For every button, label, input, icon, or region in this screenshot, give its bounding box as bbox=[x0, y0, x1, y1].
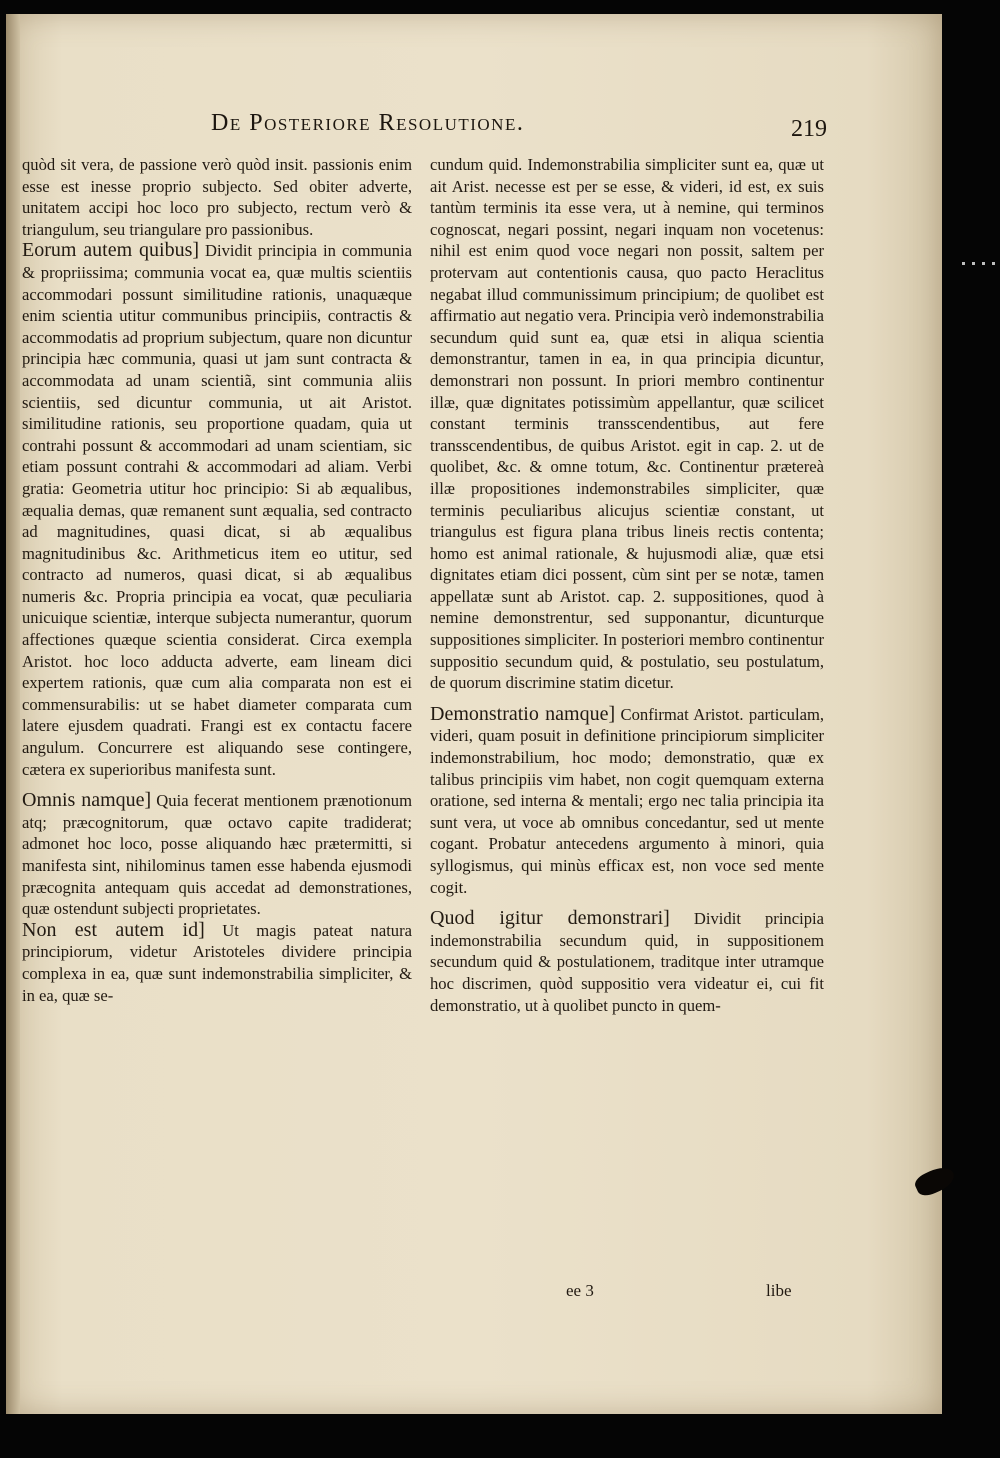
paragraph bbox=[430, 154, 824, 694]
page-number: 219 bbox=[791, 116, 827, 142]
paragraph-text: Dividit principia indemonstrabilia secundum quid, in suppositionem secundum quid & postulationem, traditque inter utramque hoc discrimen, quòd suppositio vera videatur ei, cui fit demonstratio, ut à quolibet puncto in quem- bbox=[430, 909, 824, 1015]
lemma: Eorum autem quibus] bbox=[22, 239, 200, 262]
paragraph-text: Quia fecerat mentionem prænotionum atq; præcognitorum, quæ octavo capite tradiderat; admonet hoc loco, posse aliquando hæc prætermitti, si manifesta sint, nihilominus tamen esse habenda ejusmodi præcognita antequam quis accedat ad demonstrationes, quæ ostendunt subjecti proprietates. bbox=[22, 791, 413, 919]
catchword: libe bbox=[766, 1281, 792, 1300]
book-page bbox=[6, 14, 942, 1414]
lemma: Omnis namque] bbox=[22, 789, 152, 812]
paragraph bbox=[22, 240, 412, 780]
paragraph bbox=[430, 704, 824, 898]
right-column bbox=[430, 154, 824, 1016]
left-column bbox=[22, 154, 412, 1006]
paragraph-text: Ut magis pateat natura principiorum, videtur Aristoteles dividere principia complexa in ea, quæ sunt indemonstrabilia simpliciter, & in ea, quæ se- bbox=[22, 920, 412, 1005]
paragraph bbox=[22, 154, 412, 240]
paragraph-text: Confirmat Aristot. particulam, videri, quam posuit in definitione principiorum simpliciter indemonstrabilium, hoc modo; demonstratio, quæ ex talibus principiis vim habet, non cogit quemquam externa oratione, sed interna & mentali; ergo nec talia principia ita sunt vera, ut voce ab omnibus concedantur, sed ut mente cogant. Probatur antecedens argumento à minori, quia syllogismus, qui minùs efficax est, non voce sed mente cogit. bbox=[430, 704, 824, 897]
running-title: De Posteriore Resolutione. bbox=[211, 110, 525, 136]
lemma: Non est autem id] bbox=[22, 918, 205, 941]
paragraph bbox=[430, 908, 824, 1016]
paragraph bbox=[22, 790, 412, 920]
paragraph-text: cundum quid. Indemonstrabilia simpliciter sunt ea, quæ ut ait Arist. necesse est per se esse, & videri, id est, ex suis tantùm terminis ita esse vera, ut à nemine, qui terminos cognoscat, negari possint, negari inquam non vocetenus: nihil est enim quod voce negari non possit, saltem per protervam aut contentionis causa, quo pacto Heraclitus negabat illud communissimum principium; de quolibet est affirmatio aut negatio vera. Principia verò indemonstrabilia secundum quid sunt ea, quæ etsi in aliqua scientia demonstrantur, tamen in ea, in qua principia dicuntur, demonstrari non possunt. In priori membro continentur illæ, quæ dignitates potissimùm appellantur, quæ scilicet constant terminis transscendentibus, aut fere transscendentibus, de quibus Aristot. egit in cap. 2. ut de quolibet, &c. & omne totum, &c. Continentur prætereà illæ propositiones indemonstrabiles simpliciter, quæ terminis peculiaribus alicujus scientiæ constant, ut triangulus est figura plana tribus lineis rectis contenta; homo est animal rationale, & hujusmodi aliæ, quæ etsi dignitates etiam dici possent, cùm sint per se notæ, tamen appellatæ sunt ab Aristot. cap. 2. suppositiones, quod à nemine demonstrentur, sed supponantur, dicunturque suppositiones simpliciter. In posteriori membro continentur suppositio secundum quid, & postulatio, seu postulatum, de quorum discrimine statim dicetur. bbox=[430, 155, 824, 693]
lemma: Quod igitur demonstrari] bbox=[430, 907, 670, 930]
page-gutter bbox=[6, 14, 20, 1414]
paragraph-text: quòd sit vera, de passione verò quòd insit. passionis enim esse est inesse proprio subjecto. Sed obiter adverte, unitatem accipi hoc loco pro subjecto, rectum verò & triangulum, seu triangulare pro passionibus. bbox=[22, 155, 412, 239]
paragraph-text: Dividit principia in communia & propriissima; communia vocat ea, quæ multis scientiis accommodari possunt similitudine rationis, unaquæque enim scientia utitur communibus principiis, contractis & accommodatis ad proprium subjectum, quare non dicuntur principia hæc communia, quasi ut jam sunt contracta & accommodata ad unam scientiã, sint communia aliis scientiis, sed dicuntur communia, ut ait Aristot. similitudine rationis, seu proportione quadam, quia ut contrahi possunt & accommodari ad unam scientiam, sic etiam possunt contrahi & accommodari ad aliam. Verbi gratia: Geometria utitur hoc principio: Si ab æqualibus, æqualia demas, quæ remanent sunt æqualia, sed contracto ad magnitudines, quasi dicat, si ab æqualibus magnitudinibus &c. Arithmeticus item eo utitur, sed contracto ad numeros, quasi dicat, si ab æqualibus numeris &c. Propria principia ea vocat, quæ peculiaria unicuique scientiæ, interque subjecta numerantur, quorum affectiones quæque scientia considerat. Circa exempla Aristot. hoc loco adducta adverte, eam lineam dici expertem rationis, quæ cum alia comparata non est ei commensurabilis: ut se habet diameter comparata cum latere ejusdem quadrati. Frangi est ex contactu facere angulum. Concurrere est aliquando sese contingere, cætera ex superioribus manifesta sunt. bbox=[22, 241, 412, 779]
signature-mark: ee 3 bbox=[566, 1281, 594, 1300]
paragraph bbox=[22, 920, 412, 1006]
scan-marks bbox=[960, 262, 1000, 272]
lemma: Demonstratio namque] bbox=[430, 702, 616, 725]
